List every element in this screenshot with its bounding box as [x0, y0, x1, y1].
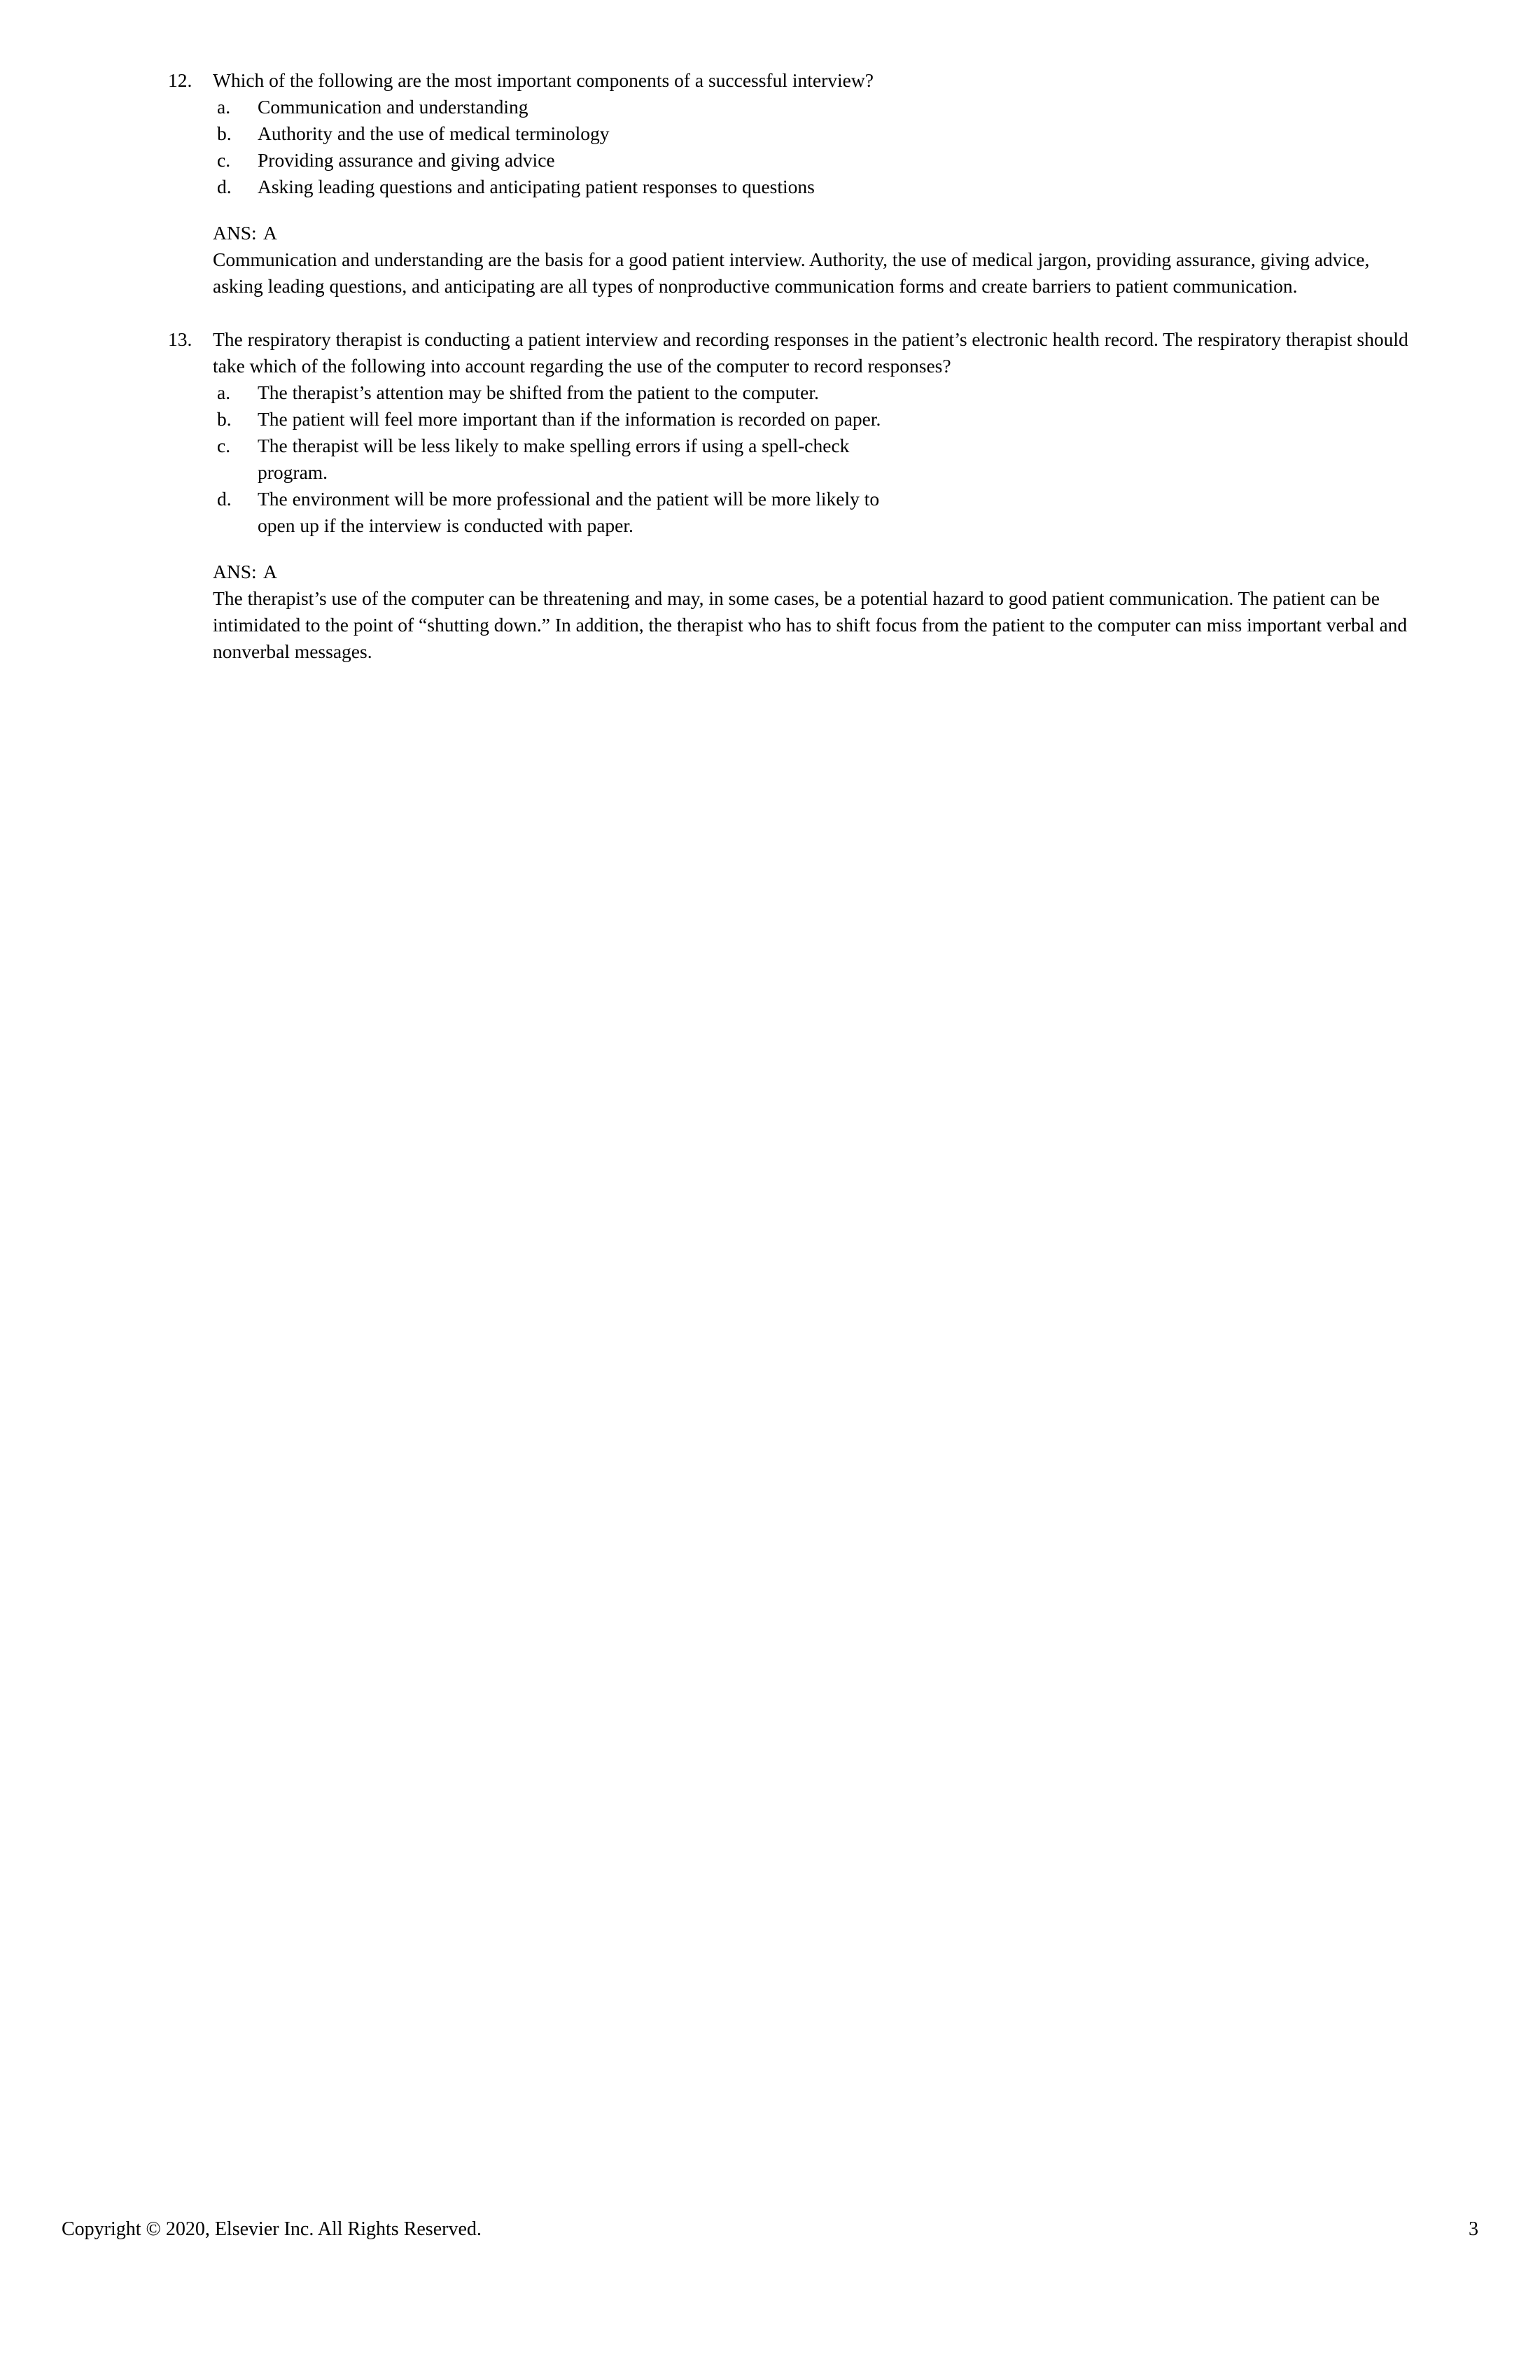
choice-text: Authority and the use of medical terminology	[258, 122, 610, 144]
answer-block	[162, 220, 1422, 300]
choice-list	[162, 94, 1422, 200]
answer-label: ANS:	[213, 222, 257, 244]
choice-item	[213, 379, 1422, 406]
choice-text-line: The therapist’s attention may be shifted from the patient to the computer.	[258, 382, 819, 403]
choice-letter: a.	[217, 382, 231, 403]
page-footer	[62, 2218, 1478, 2241]
choice-item	[213, 147, 1422, 174]
document-body	[162, 67, 1422, 692]
choice-item	[213, 94, 1422, 120]
choice-text-line: The therapist will be less likely to make spelling errors if using a spell-check	[258, 435, 850, 456]
choice-letter: a.	[217, 96, 231, 118]
answer-label: ANS:	[213, 561, 257, 582]
choice-letter: c.	[217, 435, 231, 456]
question-block	[162, 67, 1422, 300]
choice-item	[213, 406, 1422, 433]
choice-item	[213, 486, 1422, 539]
rationale-text: Communication and understanding are the basis for a good patient interview. Authority, the use of medical jargon, providing assurance, giving advice, asking leading questions, and anticipating are all types of nonproductive communication forms and create barriers to patient communication.	[213, 248, 1370, 297]
choice-text	[258, 433, 1422, 486]
choice-text: Communication and understanding	[258, 96, 528, 118]
choice-letter: c.	[217, 149, 231, 171]
choice-text	[258, 379, 1422, 406]
answer-value: A	[263, 222, 277, 244]
question-stem: The respiratory therapist is conducting a patient interview and recording responses in the patient’s electronic health record. The respiratory therapist should take which of the following into account regarding the use of the computer to record responses?	[213, 328, 1408, 377]
choice-text-continuation: program.	[258, 461, 328, 483]
question-block	[162, 326, 1422, 665]
choice-letter: d.	[217, 488, 232, 510]
question-heading	[162, 67, 1422, 94]
answer-line	[213, 220, 1422, 246]
question-number: 12.	[168, 69, 192, 91]
choice-text-line: The environment will be more professional and the patient will be more likely to	[258, 488, 880, 510]
page-number: 3	[1469, 2218, 1478, 2240]
choice-text-line: The patient will feel more important than if the information is recorded on paper.	[258, 408, 881, 430]
question-stem: Which of the following are the most important components of a successful interview?	[213, 69, 874, 91]
choice-letter: b.	[217, 408, 232, 430]
choice-text-continuation: open up if the interview is conducted with paper.	[258, 514, 634, 536]
choice-text: Providing assurance and giving advice	[258, 149, 555, 171]
rationale-text: The therapist’s use of the computer can be threatening and may, in some cases, be a potential hazard to good patient communication. The patient can be intimidated to the point of “shutting down.” In addition, the therapist who has to shift focus from the patient to the computer can miss important verbal and nonverbal messages.	[213, 587, 1408, 662]
answer-block	[162, 559, 1422, 665]
copyright-notice: Copyright © 2020, Elsevier Inc. All Rights Reserved.	[62, 2218, 482, 2240]
answer-line	[213, 559, 1422, 585]
choice-list	[162, 379, 1422, 539]
choice-letter: d.	[217, 176, 232, 197]
question-heading	[162, 326, 1422, 379]
choice-item	[213, 174, 1422, 200]
choice-letter: b.	[217, 122, 232, 144]
answer-value: A	[263, 561, 277, 582]
choice-text	[258, 406, 1422, 433]
choice-item	[213, 120, 1422, 147]
question-number: 13.	[168, 328, 192, 350]
choice-item	[213, 433, 1422, 486]
choice-text	[258, 486, 1422, 539]
choice-text: Asking leading questions and anticipating patient responses to questions	[258, 176, 815, 197]
